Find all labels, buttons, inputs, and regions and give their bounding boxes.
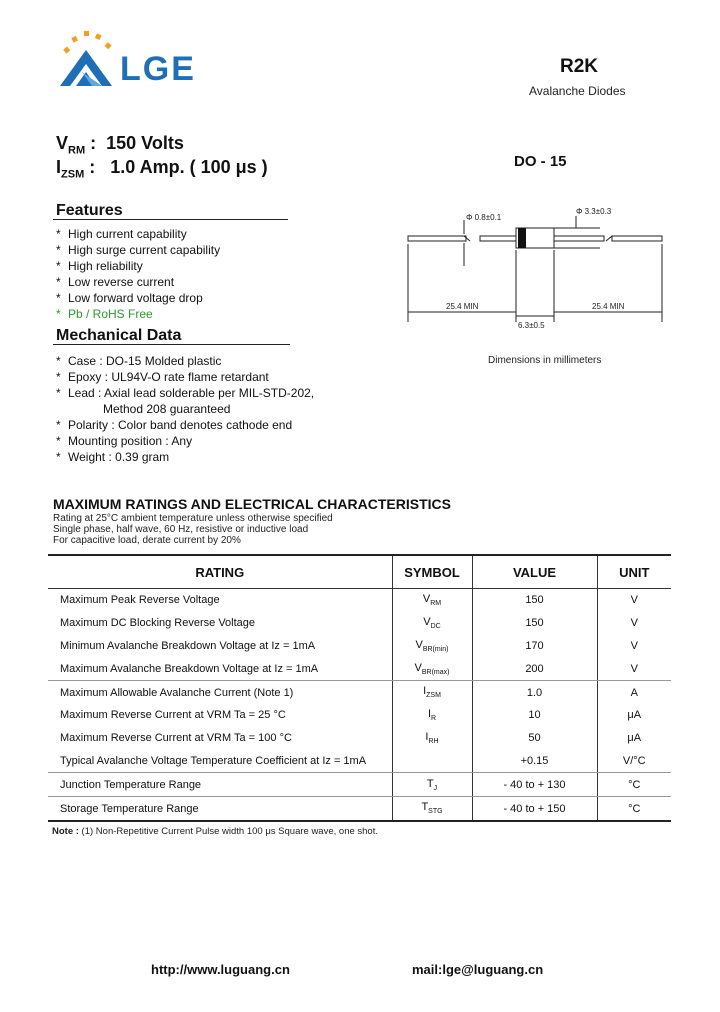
brand-name: LGE	[120, 50, 196, 88]
list-item: * High surge current capability	[56, 243, 221, 257]
list-item: * High reliability	[56, 259, 143, 273]
features-rule	[53, 219, 288, 220]
pb-free-item: * Pb / RoHS Free	[56, 307, 153, 321]
ratings-title: MAXIMUM RATINGS AND ELECTRICAL CHARACTERISTICS	[53, 496, 451, 512]
value-column-header: VALUE	[472, 555, 597, 589]
list-item: * Lead : Axial lead solderable per MIL-STD-202,	[56, 386, 315, 400]
table-row: Maximum Peak Reverse Voltage $V_{RM}$ 150 V	[48, 589, 671, 612]
package-dimension-drawing	[400, 200, 670, 340]
table-header-row	[48, 555, 671, 589]
package-name: DO - 15	[514, 153, 567, 170]
rating-column-header: RATING	[48, 555, 392, 589]
symbol-column-header: SYMBOL	[392, 555, 472, 589]
email-link[interactable]: mail:lge@luguang.cn	[412, 962, 544, 977]
website-link[interactable]: http://www.luguang.cn	[151, 962, 290, 977]
table-footnote: Note : (1) Non-Repetitive Current Pulse width 100 μs Square wave, one shot.	[52, 826, 378, 837]
table-row: Maximum Reverse Current at VRM Ta = 25 °C $I_R$ 10 μA	[48, 704, 671, 727]
body-length-label: 6.3±0.5	[518, 321, 545, 330]
table-row: Minimum Avalanche Breakdown Voltage at Iz = 1mA $V_{BR(min)}$ 170 V	[48, 635, 671, 658]
table-row: Storage Temperature Range $T_{STG}$ - 40 to + 150 °C	[48, 797, 671, 821]
body-diameter-label: Φ 3.3±0.3	[576, 207, 612, 216]
table-row: Maximum DC Blocking Reverse Voltage $V_{DC}$ 150 V	[48, 612, 671, 635]
list-item: * Low reverse current	[56, 275, 175, 289]
brand-logo-icon	[56, 28, 120, 90]
vrm-spec: $V_{RM}$ : 150 Volts	[56, 133, 184, 157]
dimensions-note: Dimensions in millimeters	[488, 355, 602, 366]
list-item: * Low forward voltage drop	[56, 291, 203, 305]
features-list	[56, 226, 220, 322]
list-item: * Polarity : Color band denotes cathode end	[56, 418, 293, 432]
table-row: Maximum Reverse Current at VRM Ta = 100 °C $I_{RH}$ 50 μA	[48, 727, 671, 750]
list-item: * Case : DO-15 Molded plastic	[56, 354, 222, 368]
izsm-spec: $I_{ZSM}$ : 1.0 Amp. ( 100 μs )	[56, 157, 268, 181]
mechanical-rule	[53, 344, 290, 345]
list-item: * Mounting position : Any	[56, 434, 193, 448]
table-row: Junction Temperature Range $T_J$ - 40 to + 130 °C	[48, 773, 671, 797]
lead-diameter-label: Φ 0.8±0.1	[466, 213, 502, 222]
part-subtitle: Avalanche Diodes	[529, 84, 626, 98]
table-row: Typical Avalanche Voltage Temperature Coefficient at Iz = 1mA +0.15 V/°C	[48, 750, 671, 773]
table-row: Maximum Avalanche Breakdown Voltage at Iz = 1mA $V_{BR(max)}$ 200 V	[48, 657, 671, 680]
table-row: Maximum Allowable Avalanche Current (Note 1) $I_{ZSM}$ 1.0 A	[48, 681, 671, 704]
left-lead-length-label: 25.4 MIN	[446, 302, 479, 311]
list-item: * Weight : 0.39 gram	[56, 450, 170, 464]
part-number: R2K	[560, 56, 599, 77]
mechanical-list	[56, 353, 314, 465]
ratings-conditions: Rating at 25°C ambient temperature unless otherwise specified Single phase, half wave, 60 Hz, resistive or inductive load For capacitive load, derate current by 20%	[53, 513, 333, 546]
unit-column-header: UNIT	[597, 555, 671, 589]
list-item: * High current capability	[56, 227, 187, 241]
mechanical-title: Mechanical Data	[56, 327, 182, 344]
list-item: Method 208 guaranteed	[103, 402, 231, 416]
right-lead-length-label: 25.4 MIN	[592, 302, 625, 311]
list-item: * Epoxy : UL94V-O rate flame retardant	[56, 370, 269, 384]
ratings-table	[48, 554, 671, 822]
features-title: Features	[56, 202, 123, 219]
